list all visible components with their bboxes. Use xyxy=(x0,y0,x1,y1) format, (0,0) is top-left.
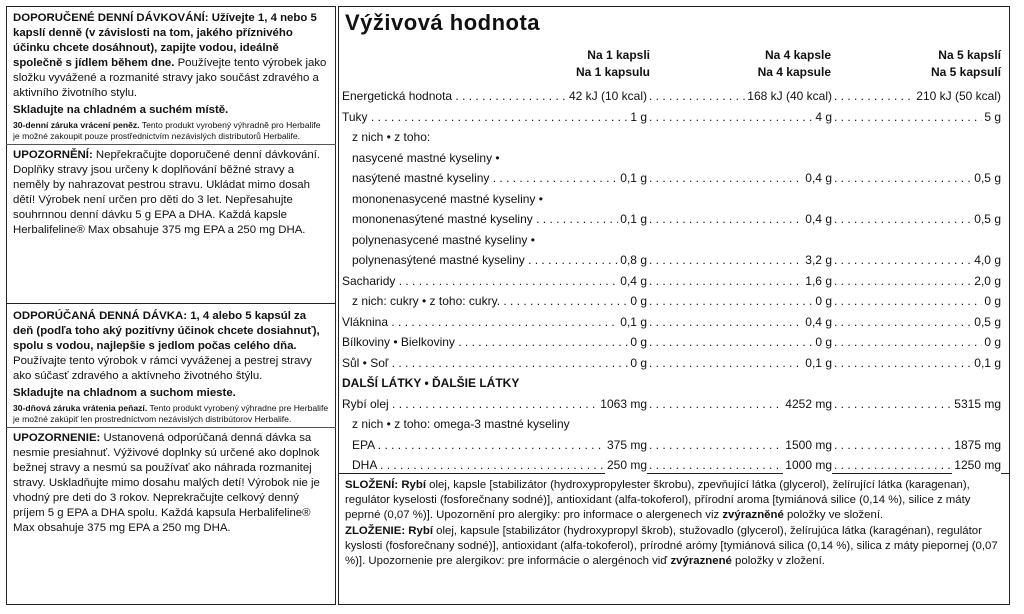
nutrient-value-v2: 1500 mg xyxy=(783,435,832,455)
nutrient-value-v1: 0 g xyxy=(628,332,647,352)
dot-leader xyxy=(649,291,832,311)
nutrient-value-v3: 0,5 g xyxy=(972,312,1001,332)
nutrition-row xyxy=(342,435,1001,455)
nutrition-row xyxy=(342,414,1001,434)
nutrient-value-v3: 210 kJ (50 kcal) xyxy=(914,86,1001,106)
nutrition-row xyxy=(342,353,1001,373)
dot-leader xyxy=(834,107,1001,127)
nutrient-value-v2: 168 kJ (40 kcal) xyxy=(745,86,832,106)
composition-cz: SLOŽENÍ: Rybí olej, kapsle [stabilizátor (hydroxypropylester škrobu), zpevňující látka (glycerol), želírující látka (karagenan), regulátor kyselosti (fosforečnany sodné)], antioxidant (alfa-tokoferol), přírodní aroma [tymiánová silice (0,14 %), silice z máty peprné (0,07 %)]. Upozornění pro alergiky: pro informace o alergenech viz zvýrazněné položky ve složení. xyxy=(345,479,971,522)
column-header-5-capsules: Na 5 kapslí Na 5 kapsulí xyxy=(930,48,1001,79)
warning-paragraph: UPOZORNĚNÍ: Nepřekračujte doporučené denní dávkování. Doplňky stravy jsou určeny k doplňování běžné stravy a neměly by nahrazovat pestrou stravu. Ukládat mimo dosah dětí! Výrobek není určen pro děti do 3 let. Nepřesahujte souhrnnou denní dávku 5 g EPA a DHA. Každá kapsle Herbalifeline® Max obsahuje 375 mg EPA a 250 mg DHA. xyxy=(13,149,321,236)
nutrient-label: z nich • z toho: xyxy=(352,130,431,144)
nutrient-label: nasýtené mastné kyseliny . . . xyxy=(352,168,647,188)
nutrient-label: Sacharidy . . . xyxy=(342,271,647,291)
dot-leader xyxy=(834,332,1001,352)
nutrient-value-v2: 1,6 g xyxy=(803,271,832,291)
nutrient-value-v1: 1 g xyxy=(628,107,647,127)
nutrition-row xyxy=(342,168,1001,188)
nutrition-row xyxy=(342,250,1001,270)
nutrient-value-v3: 1250 mg xyxy=(952,455,1001,475)
nutrition-row xyxy=(342,107,1001,127)
dot-leader xyxy=(649,332,832,352)
nutrient-label: z nich • z toho: omega-3 mastné kyseliny xyxy=(352,417,570,431)
nutrient-value-v1: 0 g xyxy=(628,291,647,311)
nutrient-value-v3: 0,5 g xyxy=(972,168,1001,188)
nutrient-label: polynenasycené mastné kyseliny • xyxy=(352,232,535,247)
nutrition-row xyxy=(342,455,1001,475)
nutrient-label: Bílkoviny • Bielkoviny . . . xyxy=(342,332,647,352)
nutrient-value-v2: 0,4 g xyxy=(803,168,832,188)
column-header-4-capsules: Na 4 kapsle Na 4 kapsule xyxy=(757,48,831,79)
nutrient-value-v1: 42 kJ (10 kcal) xyxy=(567,86,647,106)
composition-sk: ZLOŽENIE: Rybí olej, kapsule [stabilizátor (hydroxypropyl škrob), stužovadlo (glycerol), želírujúca látka (karagénan), regulátor kyslosti (fosforečnany sodné)], antioxidant (alfa-tokoferol), prírodné arómy [tymiánová silica (0,14 %), silica z máty piepornej (0,07 %)]. Upozornenie pre alergikov: pre informácie o alergénoch viď zvýraznené položky v zložení. xyxy=(345,524,998,568)
storage-note: Skladujte na chladnom a suchom mieste. xyxy=(13,387,236,399)
warning-paragraph: UPOZORNENIE: Ustanovená odporúčaná denná dávka sa nesmie presiahnuť. Výživové doplnky sú určené ako doplnok bežnej stravy a nesmú sa používať ako náhrada rozmanitej stravy. Uskladňujte mimo dosahu malých detí! Výrobok nie je vhodný pre deti do 3 rokov. Neprekračujte celkový denný príjem 5 g EPA a DHA spolu. Každá kapsula Herbalifeline® Max obsahuje 375 mg EPA a 250 mg DHA. xyxy=(13,432,320,534)
nutrition-row xyxy=(342,271,1001,291)
nutrient-label: DALŠÍ LÁTKY • ĎALŠIE LÁTKY xyxy=(342,376,520,390)
nutrient-value-v3: 2,0 g xyxy=(972,271,1001,291)
nutrition-row xyxy=(342,148,1001,168)
nutrient-value-v3: 0,5 g xyxy=(972,209,1001,229)
nutrient-value-v3: 0 g xyxy=(982,332,1001,352)
nutrition-row xyxy=(342,86,1001,106)
nutrition-row xyxy=(342,209,1001,229)
nutrient-label: Vláknina . . . xyxy=(342,312,647,332)
nutrient-label: mononenasycené mastné kyseliny • xyxy=(352,191,543,206)
dot-leader xyxy=(649,107,832,127)
storage-note: Skladujte na chladném a suchém místě. xyxy=(13,104,229,116)
nutrient-value-v1: 0,8 g xyxy=(618,250,647,270)
nutrient-value-v1: 250 mg xyxy=(605,455,647,475)
nutrient-value-v3: 5315 mg xyxy=(952,394,1001,414)
nutrient-value-v3: 5 g xyxy=(982,107,1001,127)
nutrient-value-v2: 0 g xyxy=(813,291,832,311)
nutrition-row xyxy=(342,291,1001,311)
dosage-paragraph: ODPORÚČANÁ DENNÁ DÁVKA: 1, 4 alebo 5 kapsúl za deň (podľa toho aký pozitívny účinok chcete dosiahnuť), spolu s vodou, najlepšie s jedlom počas celého dňa. Používajte tento výrobok v rámci vyváženej a pestrej stravy ako súčasť zdravého a aktívneho životného štýlu. xyxy=(13,310,320,382)
column-header-1-capsule: Na 1 kapsli Na 1 kapsulu xyxy=(575,48,650,79)
nutrient-label: mononenasýtené mastné kyseliny . . . xyxy=(352,209,647,229)
nutrient-value-v1: 0,1 g xyxy=(618,168,647,188)
guarantee-note: 30-dňová záruka vrátenia peňazí. Tento produkt vyrobený výhradne pre Herbalife je možné zakúpiť len prostredníctvom nezávislých distribútorov Herbalife. xyxy=(13,403,329,424)
slovak-info-text xyxy=(13,309,329,538)
nutrition-row xyxy=(342,189,1001,209)
dosage-paragraph: DOPORUČENÉ DENNÍ DÁVKOVÁNÍ: Užívejte 1, 4 nebo 5 kapslí denně (v závislosti na tom, jakého příznivého účinku chcete dosáhnout), zapijte vodou, ideálně společně s jídlem během dne. Používejte tento výrobek jako složku vyvážené a rozmanité stravy jako součást zdravého a aktivního životního stylu. xyxy=(13,12,327,99)
nutrition-row xyxy=(342,230,1001,250)
nutrient-label: nasycené mastné kyseliny • xyxy=(352,150,500,165)
nutrient-label: Energetická hodnota . . . xyxy=(342,86,647,106)
divider xyxy=(6,144,336,145)
nutrition-row xyxy=(342,394,1001,414)
divider xyxy=(6,427,336,428)
czech-info-text xyxy=(13,11,329,240)
nutrient-value-v1: 0,4 g xyxy=(618,271,647,291)
nutrient-value-v2: 0 g xyxy=(813,332,832,352)
nutrient-value-v3: 4,0 g xyxy=(972,250,1001,270)
nutrient-value-v1: 0,1 g xyxy=(618,312,647,332)
nutrition-row xyxy=(342,332,1001,352)
nutrient-value-v2: 4252 mg xyxy=(783,394,832,414)
nutrient-value-v1: 0 g xyxy=(628,353,647,373)
nutrition-title: Výživová hodnota xyxy=(345,10,541,35)
nutrient-value-v3: 0,1 g xyxy=(972,353,1001,373)
nutrient-value-v2: 0,4 g xyxy=(803,209,832,229)
nutrient-label: Sůl • Soľ . . . xyxy=(342,353,647,373)
nutrient-value-v3: 1875 mg xyxy=(952,435,1001,455)
nutrient-label: EPA . . . xyxy=(352,435,647,455)
nutrition-row xyxy=(342,312,1001,332)
nutrient-value-v2: 0,1 g xyxy=(803,353,832,373)
nutrient-value-v2: 3,2 g xyxy=(803,250,832,270)
guarantee-note: 30-denní záruka vrácení peněz. Tento produkt vyrobený výhradně pro Herbalife je možné zakoupit pouze prostřednictvím nezávislých distributorů Herbalife. xyxy=(13,120,321,141)
nutrient-value-v2: 1000 mg xyxy=(783,455,832,475)
nutrient-label: DHA . . . xyxy=(352,455,647,475)
nutrient-value-v1: 0,1 g xyxy=(618,209,647,229)
nutrient-value-v2: 0,4 g xyxy=(803,312,832,332)
nutrient-label: Tuky . . . xyxy=(342,107,647,127)
nutrient-value-v1: 1063 mg xyxy=(598,394,647,414)
nutrient-value-v1: 375 mg xyxy=(605,435,647,455)
dot-leader xyxy=(834,291,1001,311)
nutrient-label: Rybí olej . . . xyxy=(342,394,647,414)
composition-text xyxy=(345,478,1005,569)
nutrient-value-v2: 4 g xyxy=(813,107,832,127)
nutrition-row xyxy=(342,127,1001,147)
nutrient-label: polynenasýtené mastné kyseliny . . . xyxy=(352,250,647,270)
nutrient-value-v3: 0 g xyxy=(982,291,1001,311)
nutrient-label: z nich: cukry • z toho: cukry. . . . xyxy=(352,291,647,311)
nutrition-row xyxy=(342,373,1001,393)
